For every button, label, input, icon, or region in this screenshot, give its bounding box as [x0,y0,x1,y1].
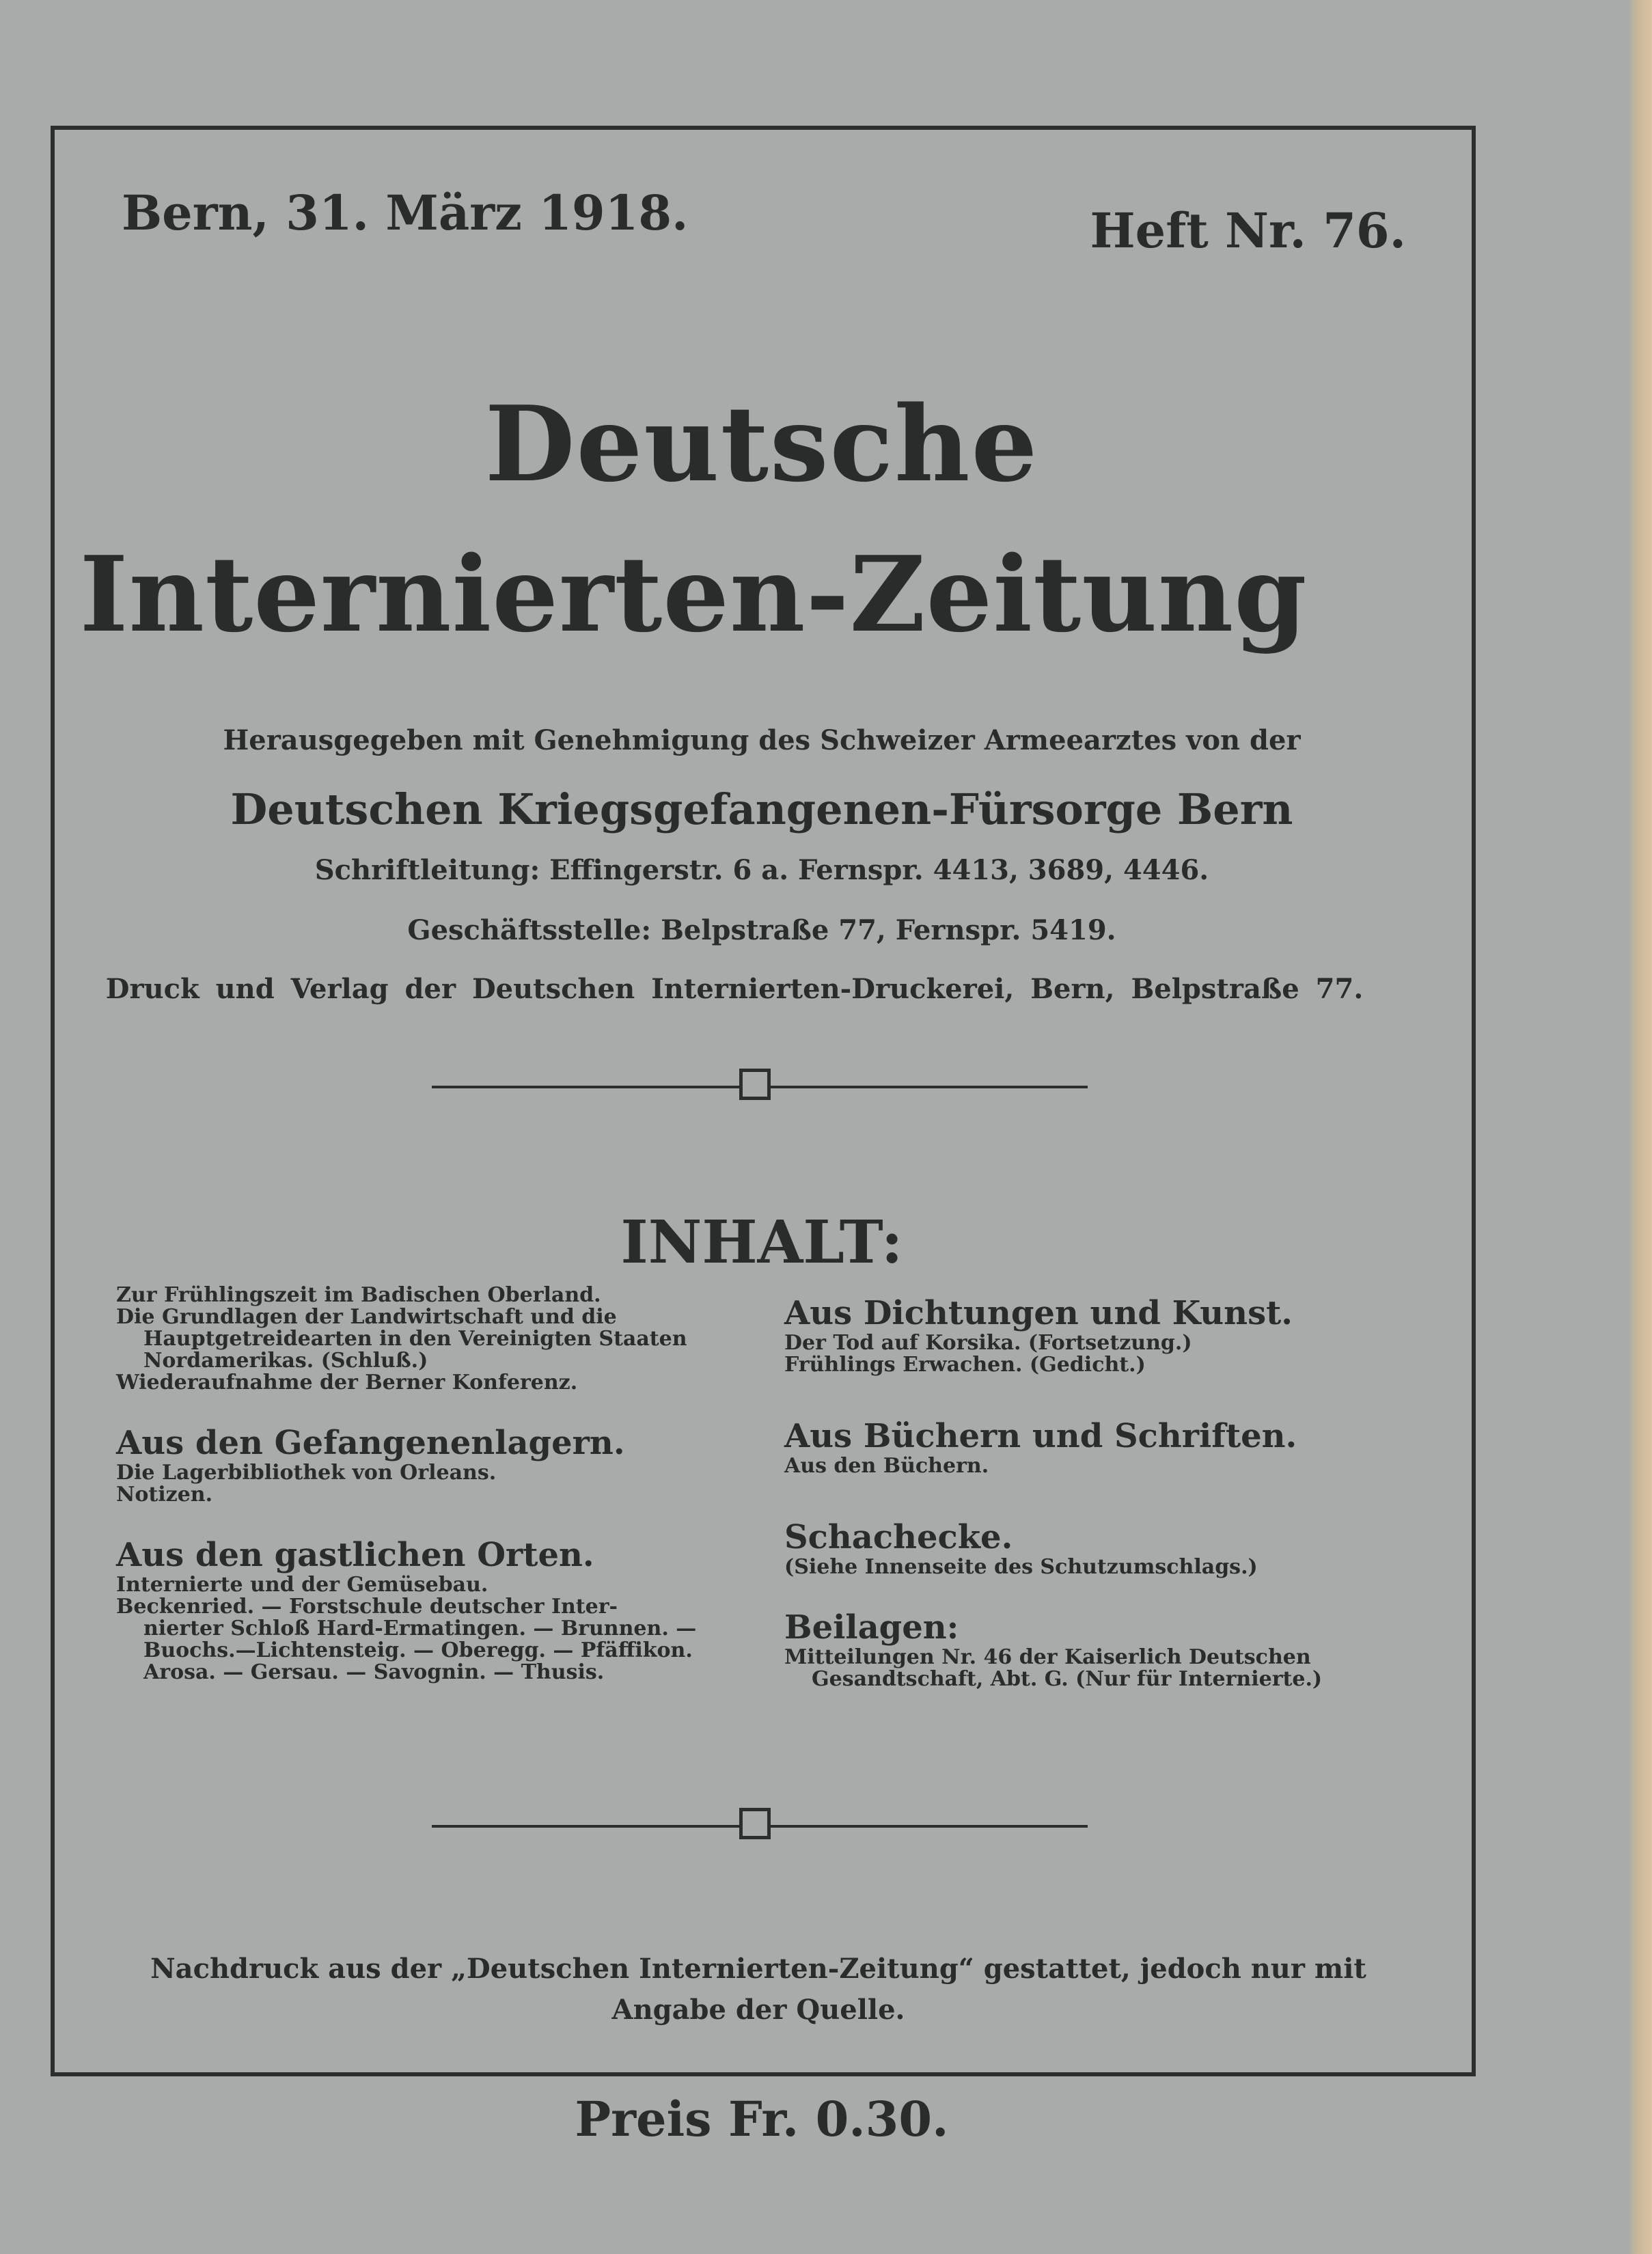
title-line-1: Deutsche [484,383,1039,505]
contents-item: Wiederaufnahme der Berner Konferenz. [116,1371,578,1394]
price: Preis Fr. 0.30. [575,2091,949,2147]
section-heading: Aus Dichtungen und Kunst. [784,1294,1293,1332]
reprint-notice [102,1949,1414,2031]
issue-number: Heft Nr. 76. [1090,202,1406,259]
reprint-notice-line-2: Angabe der Quelle. [611,1994,905,2026]
contents-item: (Siehe Innenseite des Schutzumschlags.) [784,1555,1258,1579]
printer-line: Druck und Verlag der Deutschen Internierten-Druckerei, Bern, Belpstraße 77. [105,973,1364,1005]
contents-right-column [784,1294,1413,1690]
section-heading: Schachecke. [784,1518,1013,1556]
publisher-line-1: Herausgegeben mit Genehmigung des Schweizer Armeearztes von der [223,724,1301,756]
divider-square [739,1069,771,1100]
contents-item: Der Tod auf Korsika. (Fortsetzung.) [784,1331,1192,1355]
contents-item: Die Lagerbibliothek von Orleans. [116,1461,497,1485]
publisher-name: Deutschen Kriegsgefangenen-Fürsorge Bern [230,784,1293,834]
business-office: Geschäftsstelle: Belpstraße 77, Fernspr. 5419. [407,914,1116,946]
editorial-address: Schriftleitung: Effingerstr. 6 a. Fernspr. 4413, 3689, 4446. [314,854,1209,886]
contents-left-column [116,1284,738,1683]
contents-item: Arosa. — Gersau. — Savognin. — Thusis. [143,1660,605,1684]
contents-item: Gesandtschaft, Abt. G. (Nur für Internierte.) [812,1667,1323,1691]
contents-heading: INHALT: [620,1208,903,1277]
title-line-2: Internierten-Zeitung [79,533,1308,655]
section-heading: Aus den gastlichen Orten. [116,1536,594,1574]
ornament-divider-bottom [432,1808,1088,1845]
contents-item: Nordamerikas. (Schluß.) [143,1349,428,1373]
ornament-divider-top [432,1069,1088,1105]
contents-item: Mitteilungen Nr. 46 der Kaiserlich Deutschen [784,1645,1311,1669]
contents-item: Aus den Büchern. [784,1454,989,1478]
section-heading: Beilagen: [784,1608,959,1647]
section-heading: Aus Büchern und Schriften. [784,1417,1297,1455]
contents-item: Zur Frühlingszeit im Badischen Oberland. [116,1283,601,1307]
reprint-notice-line-1: Nachdruck aus der „Deutschen Internierten-Zeitung“ gestattet, jedoch nur mit [150,1953,1366,1985]
paper-edge [1627,0,1652,2254]
section-heading: Aus den Gefangenenlagern. [116,1424,625,1462]
issue-date: Bern, 31. März 1918. [122,184,689,241]
contents-item: Beckenried. — Forstschule deutscher Inter- [116,1595,618,1619]
contents-item: nierter Schloß Hard-Ermatingen. — Brunnen. — [143,1617,697,1640]
contents-item: Buochs.—Lichtensteig. — Oberegg. — Pfäffikon. [143,1638,693,1662]
divider-square [739,1808,771,1839]
contents-item: Frühlings Erwachen. (Gedicht.) [784,1353,1146,1377]
contents-item: Notizen. [116,1483,213,1507]
contents-item: Internierte und der Gemüsebau. [116,1573,488,1597]
contents-item: Die Grundlagen der Landwirtschaft und die [116,1305,617,1329]
contents-item: Hauptgetreidearten in den Vereinigten Staaten [143,1327,687,1351]
